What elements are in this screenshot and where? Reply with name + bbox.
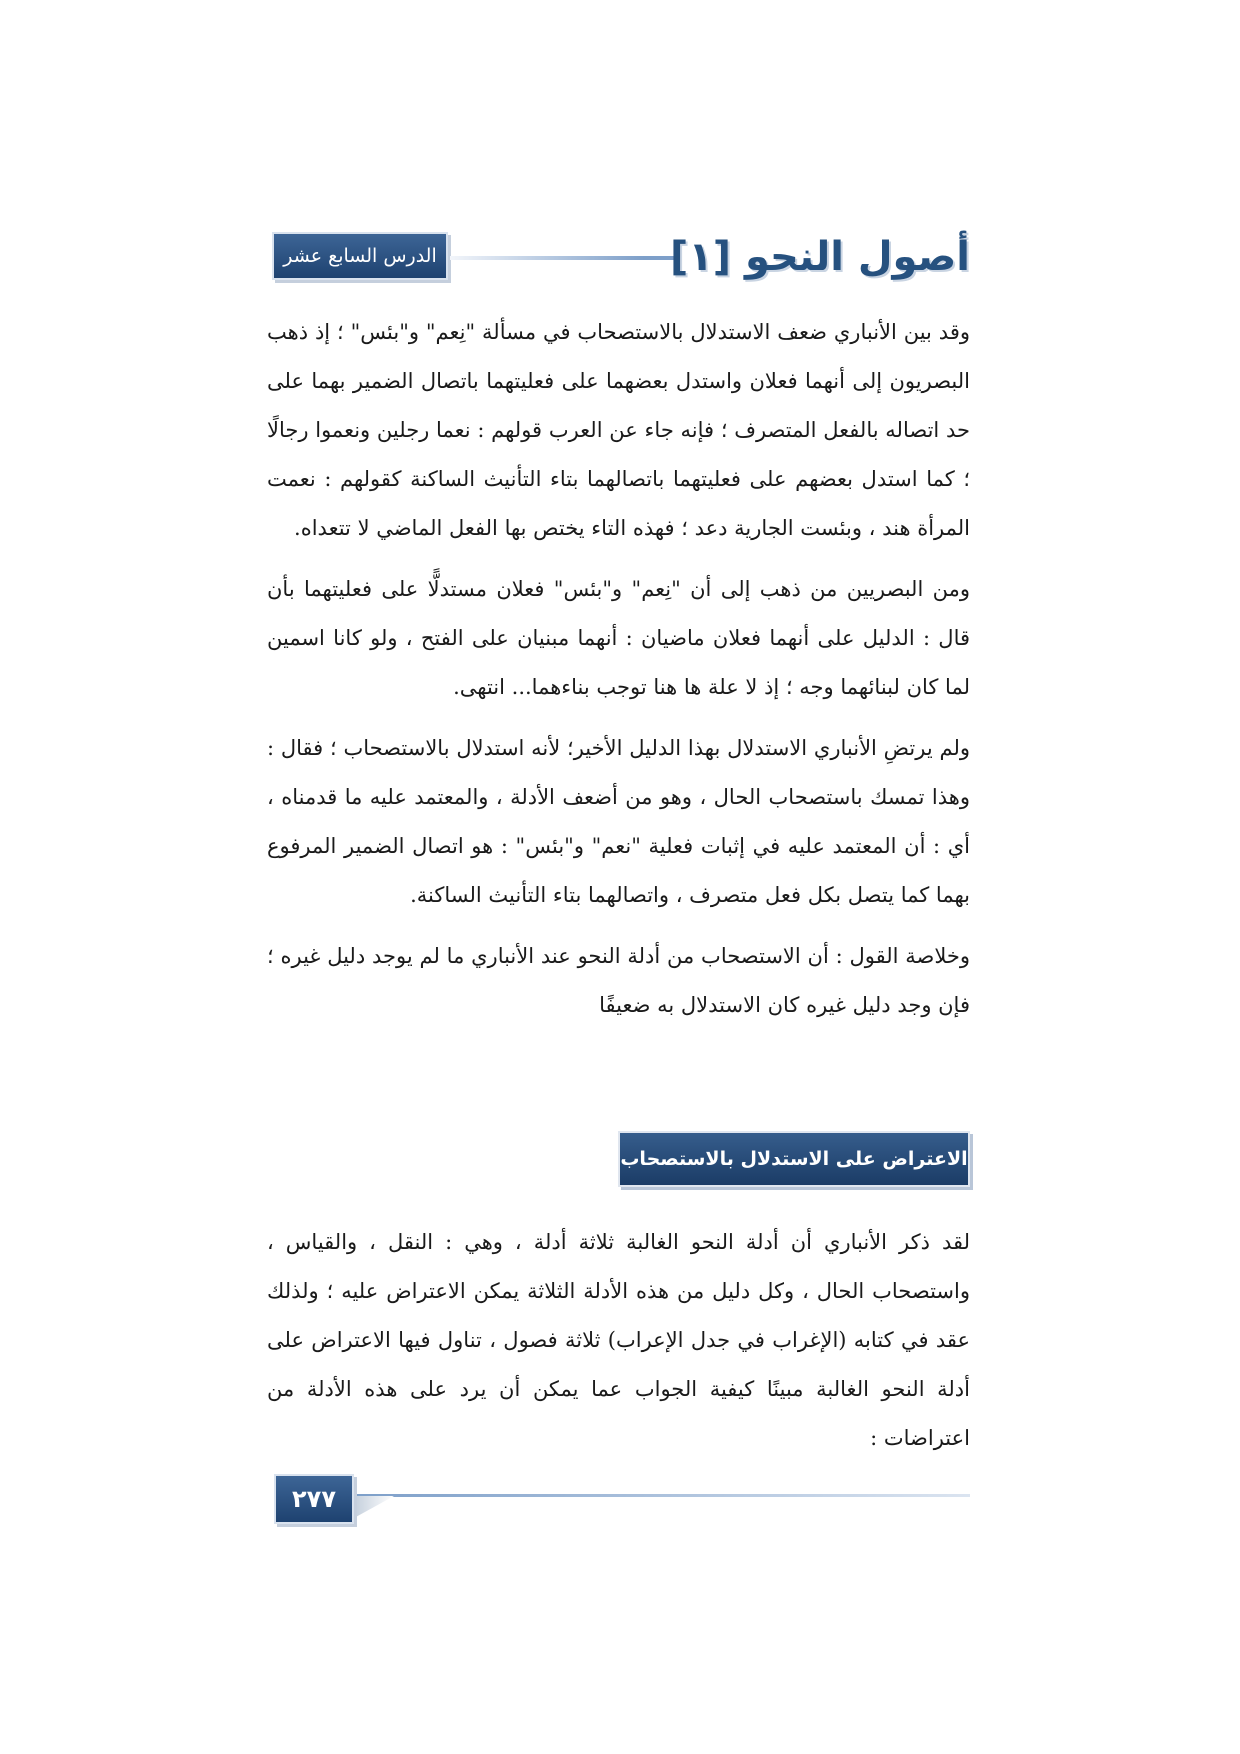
body-text	[267, 308, 970, 1042]
page-header	[270, 228, 970, 288]
section-body	[267, 1218, 970, 1463]
page-number: ٢٧٧	[274, 1474, 354, 1524]
paragraph: ولم يرتضِ الأنباري الاستدلال بهذا الدليل الأخير؛ لأنه استدلال بالاستصحاب ؛ فقال : وهذا تمسك باستصحاب الحال ، وهو من أضعف الأدلة ، والمعتمد عليه ما قدمناه ، أي : أن المعتمد عليه في إثبات فعلية "نعم" و"بئس" : هو اتصال الضمير المرفوع بهما كما يتصل بكل فعل متصرف ، واتصالهما بتاء التأنيث الساكنة.	[267, 736, 970, 907]
page-footer	[274, 1474, 970, 1526]
paragraph: وقد بين الأنباري ضعف الاستدلال بالاستصحاب في مسألة "نِعم" و"بئس" ؛ إذ ذهب البصريون إلى أنهما فعلان واستدل بعضهما على فعليتهما باتصال الضمير بهما على حد اتصاله بالفعل المتصرف ؛ فإنه جاء عن العرب قولهم : نعما رجلين ونعموا رجالًا ؛ كما استدل بعضهم على فعليتهما باتصالهما بتاء التأنيث الساكنة كقولهم : نعمت المرأة هند ، وبئست الجارية دعد ؛ فهذه التاء يختص بها الفعل الماضي لا تتعداه.	[267, 320, 970, 540]
lesson-badge: الدرس السابع عشر	[272, 232, 448, 280]
book-title: أصول النحو [١]	[670, 234, 970, 280]
paragraph: ومن البصريين من ذهب إلى أن "نِعم" و"بئس" فعلان مستدلًّا على فعليتهما بأن قال : الدليل على أنهما فعلان ماضيان : أنهما مبنيان على الفتح ، ولو كانا اسمين لما كان لبنائهما وجه ؛ إذ لا علة ها هنا توجب بناءهما... انتهى.	[267, 577, 970, 699]
footer-rule	[354, 1494, 970, 1497]
paragraph: وخلاصة القول : أن الاستصحاب من أدلة النحو عند الأنباري ما لم يوجد دليل غيره ؛ فإن وجد دليل غيره كان الاستدلال به ضعيفًا	[267, 944, 970, 1017]
header-rule	[450, 256, 678, 260]
section-heading: الاعتراض على الاستدلال بالاستصحاب	[618, 1131, 970, 1187]
footer-wedge	[354, 1496, 394, 1518]
paragraph: لقد ذكر الأنباري أن أدلة النحو الغالبة ثلاثة أدلة ، وهي : النقل ، والقياس ، واستصحاب الحال ، وكل دليل من هذه الأدلة الثلاثة يمكن الاعتراض عليه ؛ ولذلك عقد في كتابه (الإغراب في جدل الإعراب) ثلاثة فصول ، تناول فيها الاعتراض على أدلة النحو الغالبة مبينًا كيفية الجواب عما يمكن أن يرد على هذه الأدلة من اعتراضات :	[267, 1230, 970, 1450]
